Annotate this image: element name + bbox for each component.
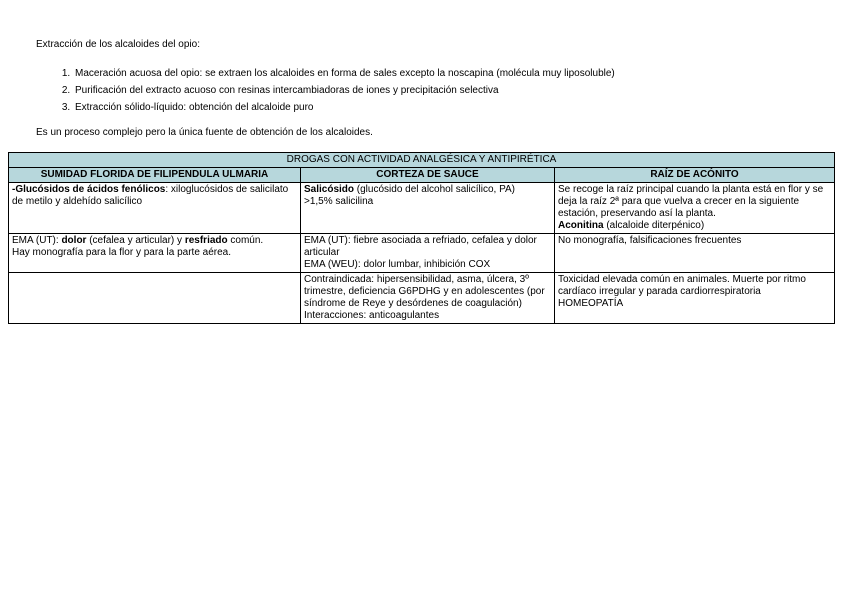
- cell-text: EMA (UT): fiebre asociada a refriado, cefalea y dolor articular: [304, 235, 537, 258]
- table-cell: [555, 234, 835, 273]
- cell-text: EMA (UT):: [12, 235, 62, 246]
- cell-text: >1,5% salicilina: [304, 196, 374, 207]
- table-row: [9, 273, 835, 324]
- cell-text: Contraindicada: hipersensibilidad, asma, úlcera, 3º trimestre, deficiencia G6PDHG y en adolescentes (por síndrome de Reye y desórdenes de coagulación): [304, 274, 545, 309]
- table-cell: [555, 273, 835, 324]
- column-header: CORTEZA DE SAUCE: [301, 168, 555, 183]
- cell-text: Se recoge la raíz principal cuando la planta está en flor y se deja la raíz 2ª para que vuelva a crecer en la siguiente estación, preservando así la planta.: [558, 184, 824, 219]
- list-item: 1. Maceración acuosa del opio: se extraen los alcaloides en forma de sales excepto la noscapina (molécula muy liposoluble): [73, 67, 816, 80]
- cell-text: HOMEOPATÍA: [558, 298, 624, 309]
- table-cell: [9, 183, 301, 234]
- cell-text: (glucósido del alcohol salicílico, PA): [354, 184, 516, 195]
- table-title: DROGAS CON ACTIVIDAD ANALGÉSICA Y ANTIPIRÉTICA: [9, 153, 835, 168]
- cell-text: Toxicidad elevada común en animales. Muerte por ritmo cardíaco irregular y parada cardiorrespiratoria: [558, 274, 806, 297]
- bold-term: resfriado: [184, 235, 228, 246]
- column-header: RAÍZ DE ACÓNITO: [555, 168, 835, 183]
- drugs-table: [8, 152, 835, 324]
- intro-closing: Es un proceso complejo pero la única fuente de obtención de los alcaloides.: [36, 127, 373, 138]
- table-cell: [301, 183, 555, 234]
- table-cell: [9, 273, 301, 324]
- table-cell: [9, 234, 301, 273]
- table-cell: [301, 234, 555, 273]
- table-title-row: [9, 153, 835, 168]
- cell-text: común.: [227, 235, 264, 246]
- table-cell: [555, 183, 835, 234]
- extraction-steps-list: [36, 67, 816, 114]
- bold-term: -Glucósidos de ácidos fenólicos: [12, 184, 166, 195]
- bold-term: Aconitina: [558, 220, 604, 231]
- table-row: [9, 234, 835, 273]
- cell-text: Hay monografía para la flor y para la parte aérea.: [12, 247, 232, 258]
- cell-text: (cefalea y articular) y: [86, 235, 185, 246]
- bold-term: Salicósido: [304, 184, 355, 195]
- list-item: 2. Purificación del extracto acuoso con resinas intercambiadoras de iones y precipitación selectiva: [73, 84, 816, 97]
- table-cell: [301, 273, 555, 324]
- cell-text: : xiloglucósidos de salicilato de metilo y aldehído salicílico: [12, 184, 289, 207]
- intro-section: [36, 38, 816, 139]
- cell-text: Interacciones: anticoagulantes: [304, 310, 440, 321]
- table-header-row: [9, 168, 835, 183]
- table-row: [9, 183, 835, 234]
- cell-text: (alcaloide diterpénico): [603, 220, 705, 231]
- cell-text: No monografía, falsificaciones frecuentes: [558, 235, 742, 246]
- intro-heading: Extracción de los alcaloides del opio:: [36, 39, 200, 50]
- bold-term: dolor: [61, 235, 87, 246]
- list-item: 3. Extracción sólido-líquido: obtención del alcaloide puro: [73, 101, 816, 114]
- column-header: SUMIDAD FLORIDA DE FILIPENDULA ULMARIA: [9, 168, 301, 183]
- cell-text: EMA (WEU): dolor lumbar, inhibición COX: [304, 259, 491, 270]
